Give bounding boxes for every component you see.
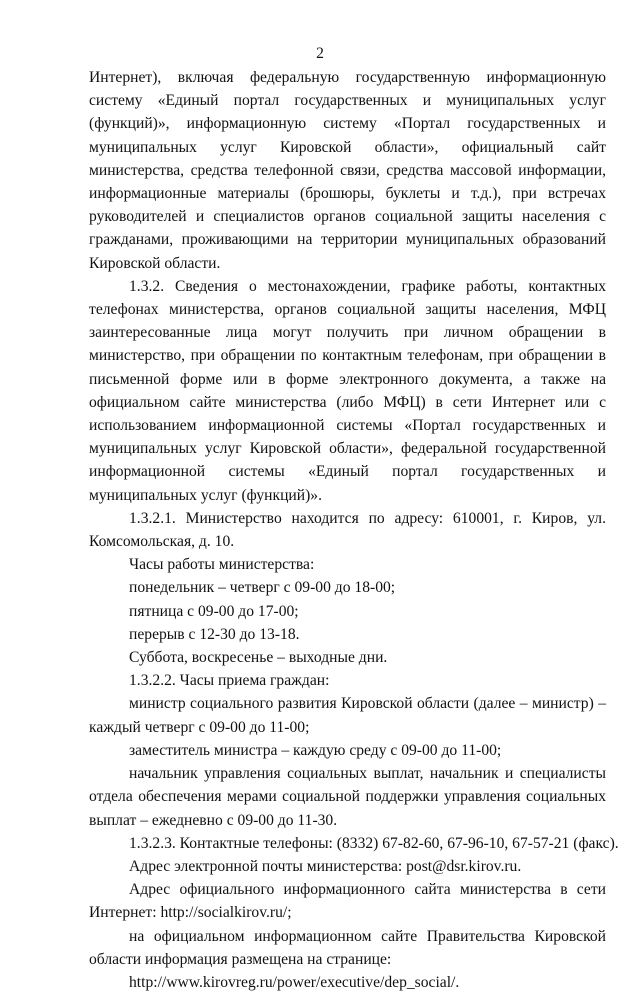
hours-weekend: Суббота, воскресенье – выходные дни. xyxy=(129,649,388,667)
official-site-address: Адрес официального информационного сайта министерства в сети Интернет: http://socialkirov.ru/; xyxy=(89,881,606,922)
reception-hours-heading: 1.3.2.2. Часы приема граждан: xyxy=(129,672,330,690)
hours-break: перерыв с 12-30 до 13-18. xyxy=(129,625,300,643)
page-number: 2 xyxy=(316,45,324,62)
paragraph-1-3-2-1-address: 1.3.2.1. Министерство находится по адресу: 610001, г. Киров, ул. Комсомольская, д. 10. xyxy=(89,509,606,551)
reception-deputy: заместитель министра – каждую среду с 09-00 до 11-00; xyxy=(129,741,502,759)
government-site-url: http://www.kirovreg.ru/power/executive/dep_social/. xyxy=(129,973,460,991)
contact-email: Адрес электронной почты министерства: post@dsr.kirov.ru. xyxy=(129,857,522,875)
hours-fri: пятница с 09-00 до 17-00; xyxy=(129,602,299,620)
hours-mon-thu: понедельник – четверг с 09-00 до 18-00; xyxy=(129,579,396,597)
contact-phones: 1.3.2.3. Контактные телефоны: (8332) 67-82-60, 67-96-10, 67-57-21 (факс). xyxy=(129,834,619,852)
paragraph-1-3-2: 1.3.2. Сведения о местонахождении, графике работы, контактных телефонах министерства, органов социальной защиты населения, МФЦ заинтересованные лица могут получить при личном обращении в министерство, при обращении по контактным телефонам, при обращении в письменной форме или в форме электронного документа, а также на официальном сайте министерства (либо МФЦ) в сети Интернет или с использованием информационной системы «Портал государственных и муниципальных услуг Кировской области», федеральной государственной информационной системы «Единый портал государственных и муниципальных услуг (функций)». xyxy=(89,277,606,504)
paragraph-info-channels: Интернет), включая федеральную государственную информационную систему «Единый портал государственных и муниципальных услуг (функций)», информационную систему «Портал государственных и муниципальных услуг Кировской области», официальный сайт министерства, средства телефонной связи, средства массовой информации, информационные материалы (брошюры, буклеты и т.д.), при встречах руководителей и специалистов органов социальной защиты населения с гражданами, проживающими на территории муниципальных образований Кировской области. xyxy=(89,69,606,272)
government-site-info: на официальном информационном сайте Правительства Кировской области информация размещена на странице: xyxy=(89,927,606,968)
document-body xyxy=(89,66,619,994)
reception-minister: министр социального развития Кировской области (далее – министр) – каждый четверг с 09-00 до 11-00; xyxy=(89,695,606,736)
reception-department-head: начальник управления социальных выплат, начальник и специалисты отдела обеспечения мерами социальной поддержки управления социальных выплат – ежедневно с 09-00 до 11-30. xyxy=(89,765,606,829)
working-hours-heading: Часы работы министерства: xyxy=(129,556,315,574)
